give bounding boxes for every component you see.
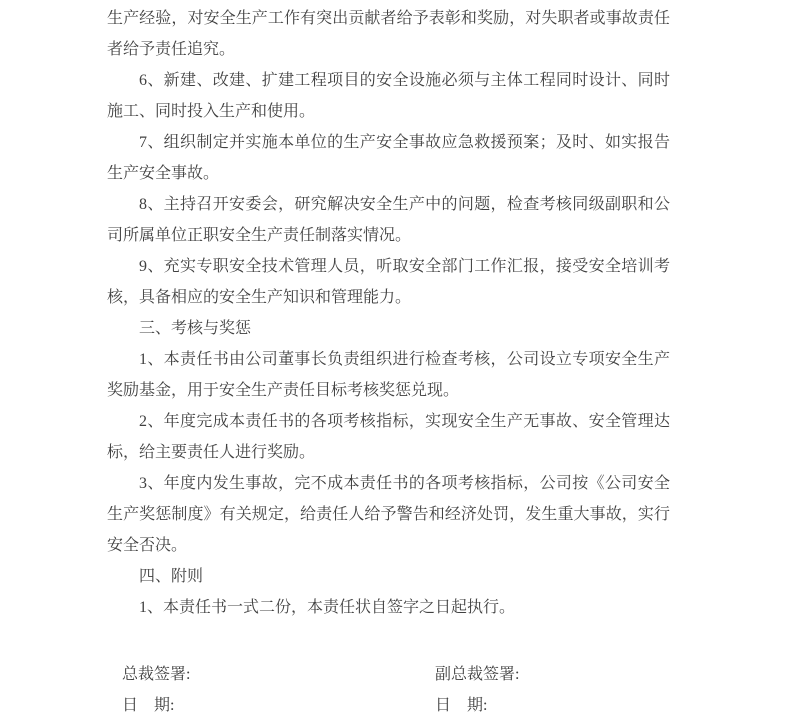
document-line: 者给予责任追究。 <box>107 41 236 58</box>
document-line: 生产经验，对安全生产工作有突出贡献者给予表彰和奖励，对失职者或事故责任 <box>107 10 670 27</box>
president-signature-label: 总裁签署: <box>122 666 191 683</box>
vice-president-date-label: 日 期: <box>435 697 488 714</box>
vice-president-signature-label: 副总裁签署: <box>435 666 520 683</box>
document-line: 2、年度完成本责任书的各项考核指标，实现安全生产无事故、安全管理达 <box>139 413 670 430</box>
document-body <box>107 3 670 623</box>
document-line: 标，给主要责任人进行奖励。 <box>107 444 316 461</box>
document-line: 四、附则 <box>139 568 204 585</box>
document-line: 9、充实专职安全技术管理人员，听取安全部门工作汇报，接受安全培训考 <box>139 258 670 275</box>
document-line: 核，具备相应的安全生产知识和管理能力。 <box>107 289 412 306</box>
signature-column-vice-president <box>435 659 519 721</box>
document-line: 6、新建、改建、扩建工程项目的安全设施必须与主体工程同时设计、同时 <box>139 72 670 89</box>
signature-block <box>107 659 670 723</box>
document-line: 生产奖惩制度》有关规定，给责任人给予警告和经济处罚，发生重大事故，实行 <box>107 506 670 523</box>
signature-column-president <box>122 659 190 721</box>
document-line: 三、考核与奖惩 <box>139 320 252 337</box>
document-line: 安全否决。 <box>107 537 188 554</box>
document-line: 司所属单位正职安全生产责任制落实情况。 <box>107 227 412 244</box>
document-line: 施工、同时投入生产和使用。 <box>107 103 316 120</box>
document-line: 7、组织制定并实施本单位的生产安全事故应急救援预案；及时、如实报告 <box>139 134 670 151</box>
document-line: 3、年度内发生事故，完不成本责任书的各项考核指标，公司按《公司安全 <box>139 475 670 492</box>
president-date-label: 日 期: <box>122 697 175 714</box>
document-line: 奖励基金，用于安全生产责任目标考核奖惩兑现。 <box>107 382 460 399</box>
document-line: 生产安全事故。 <box>107 165 220 182</box>
document-line: 1、本责任书一式二份，本责任状自签字之日起执行。 <box>139 599 516 616</box>
document-line: 1、本责任书由公司董事长负责组织进行检查考核，公司设立专项安全生产 <box>139 351 670 368</box>
document-line: 8、主持召开安委会，研究解决安全生产中的问题，检查考核同级副职和公 <box>139 196 670 213</box>
